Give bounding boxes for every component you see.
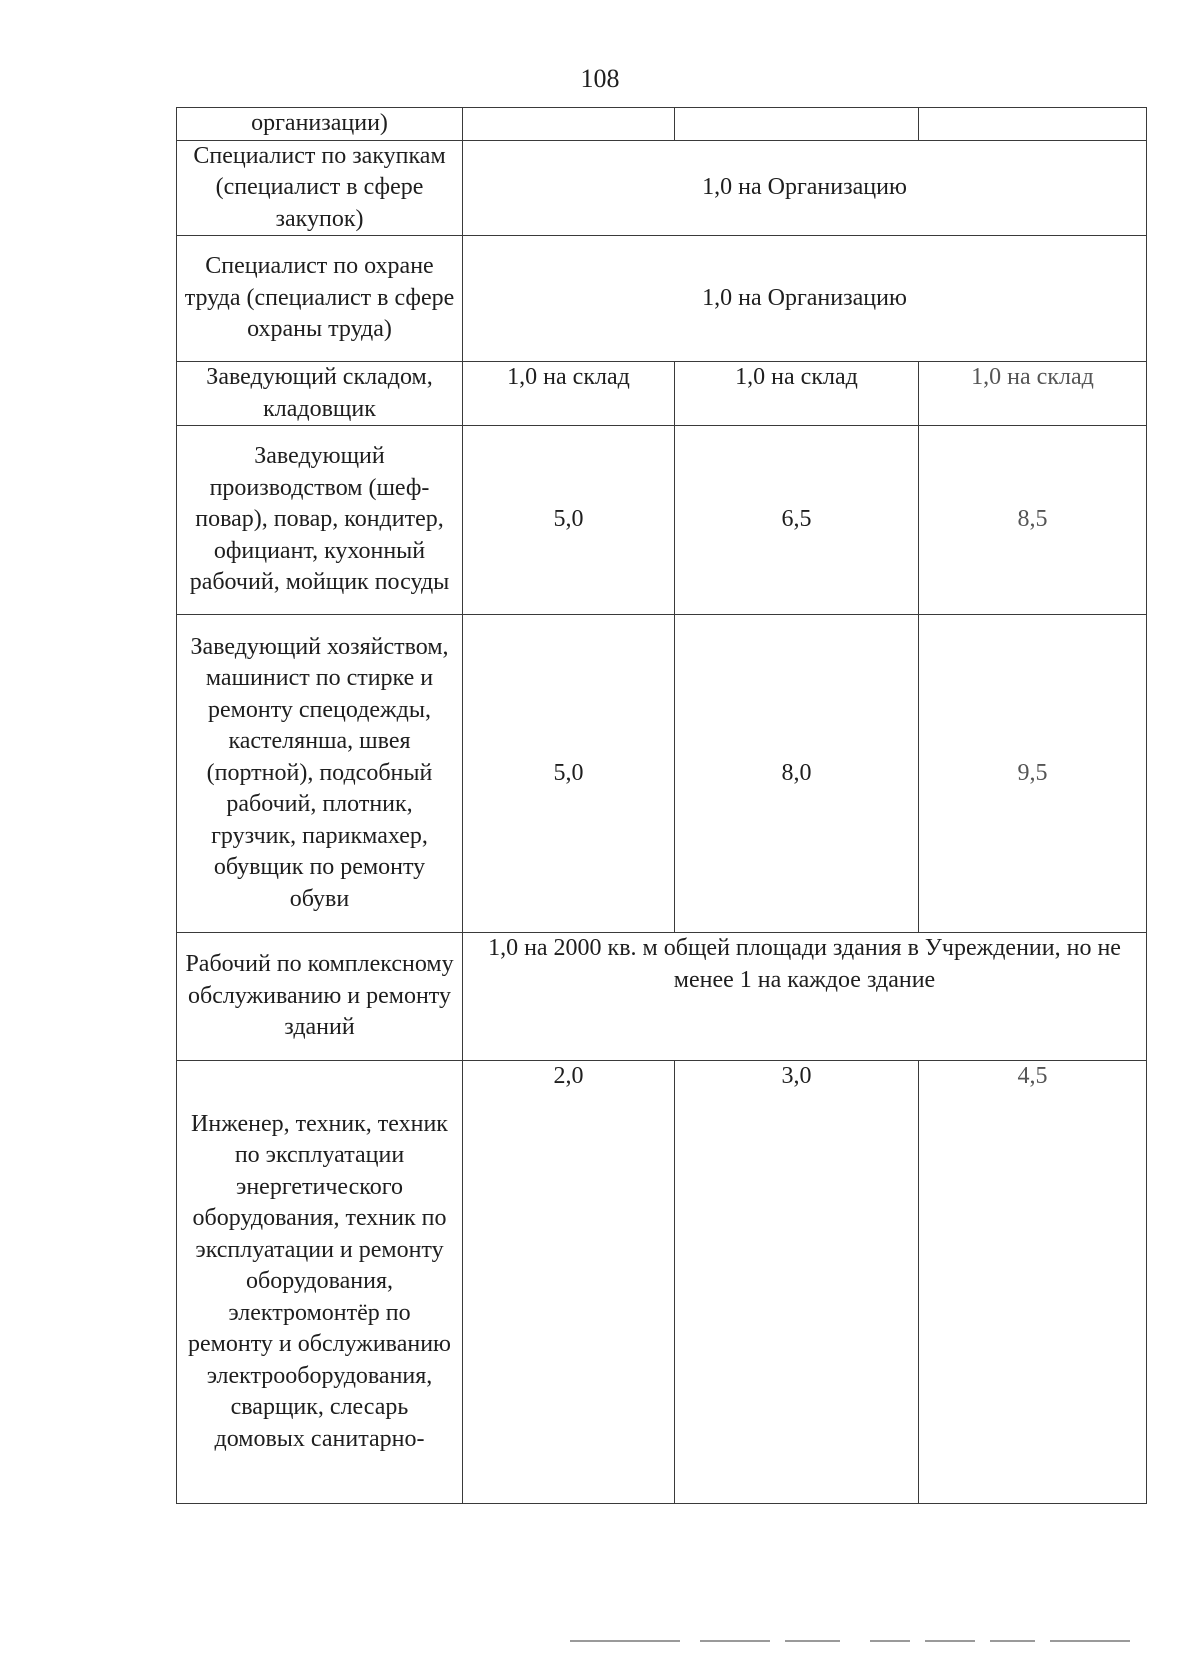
- table-row: [177, 426, 1147, 615]
- table-row: [177, 236, 1147, 362]
- page-number: 108: [580, 64, 620, 93]
- value-cell: 3,0: [675, 1061, 919, 1504]
- position-cell: Заведующий хозяйством, машинист по стирке и ремонту спецодежды, кастелянша, швея (портной), подсобный рабочий, плотник, грузчик, парикмахер, обувщик по ремонту обуви: [177, 615, 463, 933]
- value-cell: 9,5: [919, 615, 1147, 933]
- position-cell: Заведующий складом, кладовщик: [177, 362, 463, 426]
- table-row: [177, 108, 1147, 141]
- value-cell: [919, 108, 1147, 141]
- table-row: [177, 615, 1147, 933]
- table-row: [177, 933, 1147, 1061]
- table-row: [177, 1061, 1147, 1504]
- position-cell: Заведующий производством (шеф-повар), повар, кондитер, официант, кухонный рабочий, мойщик посуды: [177, 426, 463, 615]
- merged-value-cell: 1,0 на Организацию: [463, 140, 1147, 236]
- table-row: [177, 140, 1147, 236]
- table-row: [177, 362, 1147, 426]
- value-cell: 5,0: [463, 426, 675, 615]
- value-cell: 6,5: [675, 426, 919, 615]
- value-cell: 1,0 на склад: [675, 362, 919, 426]
- position-cell: Инженер, техник, техник по эксплуатации энергетического оборудования, техник по эксплуатации и ремонту оборудования, электромонтёр по ремонту и обслуживанию электрооборудования, сварщик, слесарь домовых санитарно-: [177, 1061, 463, 1504]
- position-cell: организации): [177, 108, 463, 141]
- position-cell: Специалист по охране труда (специалист в сфере охраны труда): [177, 236, 463, 362]
- value-cell: 8,0: [675, 615, 919, 933]
- value-cell: 8,5: [919, 426, 1147, 615]
- merged-value-cell: 1,0 на Организацию: [463, 236, 1147, 362]
- value-cell: [463, 108, 675, 141]
- value-cell: 4,5: [919, 1061, 1147, 1504]
- merged-value-cell: 1,0 на 2000 кв. м общей площади здания в Учреждении, но не менее 1 на каждое здание: [463, 933, 1147, 1061]
- value-cell: 2,0: [463, 1061, 675, 1504]
- value-cell: 1,0 на склад: [919, 362, 1147, 426]
- position-cell: Рабочий по комплексному обслуживанию и ремонту зданий: [177, 933, 463, 1061]
- value-cell: [675, 108, 919, 141]
- value-cell: 5,0: [463, 615, 675, 933]
- staffing-norms-table: [176, 107, 1147, 1504]
- position-cell: Специалист по закупкам (специалист в сфере закупок): [177, 140, 463, 236]
- value-cell: 1,0 на склад: [463, 362, 675, 426]
- footer-scan-marks: [570, 1640, 1130, 1642]
